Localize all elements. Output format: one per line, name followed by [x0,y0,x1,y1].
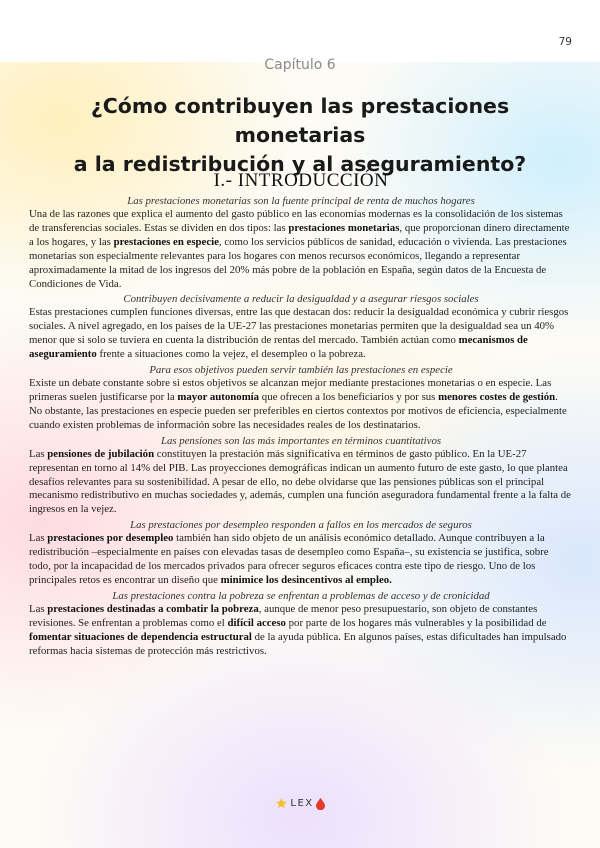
bold-term: prestaciones monetarias [288,221,400,234]
block-paragraph [29,377,573,433]
text-run: . No obstante, las prestaciones en especie pueden ser preferibles en ciertos contextos por motivos de eficiencia, especialmente cuando existen problemas de información sobre las necesidades reales de los destinatarios. [29,390,567,431]
text-run: Las [29,532,48,545]
bold-term: difícil acceso [227,616,286,629]
block-subtitle: Las prestaciones contra la pobreza se enfrentan a problemas de acceso y de cronicidad [112,589,490,602]
block-paragraph [29,448,573,518]
text-run: Las [29,602,48,615]
bold-term: pensiones de jubilación [47,447,155,460]
bold-term: menores costes de gestión [438,390,556,403]
block-paragraph [29,603,573,659]
block-subtitle: Las pensiones son las más importantes en términos cuantitativos [160,434,442,447]
drop-icon [316,798,325,810]
bold-term: mecanismos de aseguramiento [29,334,528,361]
block-subtitle: Contribuyen decisivamente a reducir la desigualdad y a asegurar riesgos sociales [123,293,479,306]
block-paragraph [29,306,573,362]
bold-term: prestaciones destinadas a combatir la pobreza [47,602,259,615]
text-run: frente a situaciones como la vejez, el desempleo o la pobreza. [96,348,366,361]
block-subtitle: Las prestaciones monetarias son la fuente principal de renta de muchos hogares [127,195,475,207]
text-run: de la ayuda pública. En algunos países, estas dificultades han impulsado reformas hacia sistemas de protección más restrictivos. [29,630,567,657]
block-paragraph [29,208,573,291]
text-run: Las [29,447,48,460]
logo-text: LEX [290,798,314,809]
page-number: 79 [558,36,572,48]
text-run: , que proporcionan dinero directamente a los hogares, y las [29,221,570,248]
text-run: , como los servicios públicos de sanidad, educación o vivienda. Las prestaciones monetarias son especialmente relevantes para los hogares con menos recursos económicos, llegando a representar aproximadamente la mitad de los ingresos del 20% más pobre de la población en España, según datos de la Encuesta de Condiciones de Vida. [29,235,567,290]
text-run: constituyen la prestación más significativa en términos de gasto público. En la UE-27 representan en torno al 14% del PIB. Las proyecciones demográficas indican un aumento futuro de este gasto, lo que plantea desafíos relevantes para su sostenibilidad. A pesar de ello, no debe olvidarse que las pensiones públicas son el principal mecanismo redistributivo en muchas sociedades y, además, cumplen una función aseguradora fundamental frente a la falta de ingresos en la vejez. [29,447,571,516]
bold-term: minimice los desincentivos al empleo. [220,573,392,586]
text-run: Existe un debate constante sobre si estos objetivos se alcanzan mejor mediante prestaciones monetarias o en especie. Las primeras suelen justificarse por la [29,377,552,403]
block-subtitle: Las prestaciones por desempleo responden a fallos en los mercados de seguros [130,519,472,532]
bold-term: mayor autonomía [177,390,260,403]
bold-term: fomentar situaciones de dependencia estructural [29,630,252,643]
content [29,170,573,659]
lex-logo [0,797,600,810]
section-heading: I.- INTRODUCCIÓN [213,170,389,191]
chapter-label: Capítulo 6 [264,57,336,73]
text-run: por parte de los hogares más vulnerables y la posibilidad de [285,616,547,629]
title-line-2: a la redistribución y al aseguramiento? [73,152,527,176]
top-band [0,0,600,62]
block-paragraph [29,532,573,588]
title-line-1: ¿Cómo contribuyen las prestaciones monetarias [90,94,510,147]
text-run: , aunque de menor peso presupuestario, son objeto de constantes revisiones. Se enfrentan a problemas como el [29,602,538,629]
text-run: Una de las razones que explica el aumento del gasto público en las economías modernas es la consolidación de los sistemas de transferencias sociales. Estas se dividen en dos tipos: las [29,208,563,234]
bold-term: prestaciones en especie [113,235,219,248]
text-run: que ofrecen a los beneficiarios y por sus [259,390,439,403]
page-title [30,92,570,179]
text-run: también han sido objeto de un análisis económico detallado. Aunque contribuyen a la redistribución –especialmente en países con elevadas tasas de desempleo como España–, su existencia se justifica, sobre todo, por la incapacidad de los mercados privados para ofrecer seguros eficaces contra este tipo de riesgo. Uno de los principales retos es encontrar un diseño que [29,532,549,586]
block-subtitle: Para esos objetivos pueden servir también las prestaciones en especie [149,364,453,377]
star-icon [275,797,288,810]
text-run: Estas prestaciones cumplen funciones diversas, entre las que destacan dos: reducir la desigualdad económica y cubrir riesgos sociales. A nivel agregado, en los países de la UE-27 las prestaciones monetarias permiten que la desigualdad sea un 40% menor que si solo se tuviera en cuenta la distribución de rentas del mercado. También actúan como [29,306,569,347]
bold-term: prestaciones por desempleo [47,532,174,545]
